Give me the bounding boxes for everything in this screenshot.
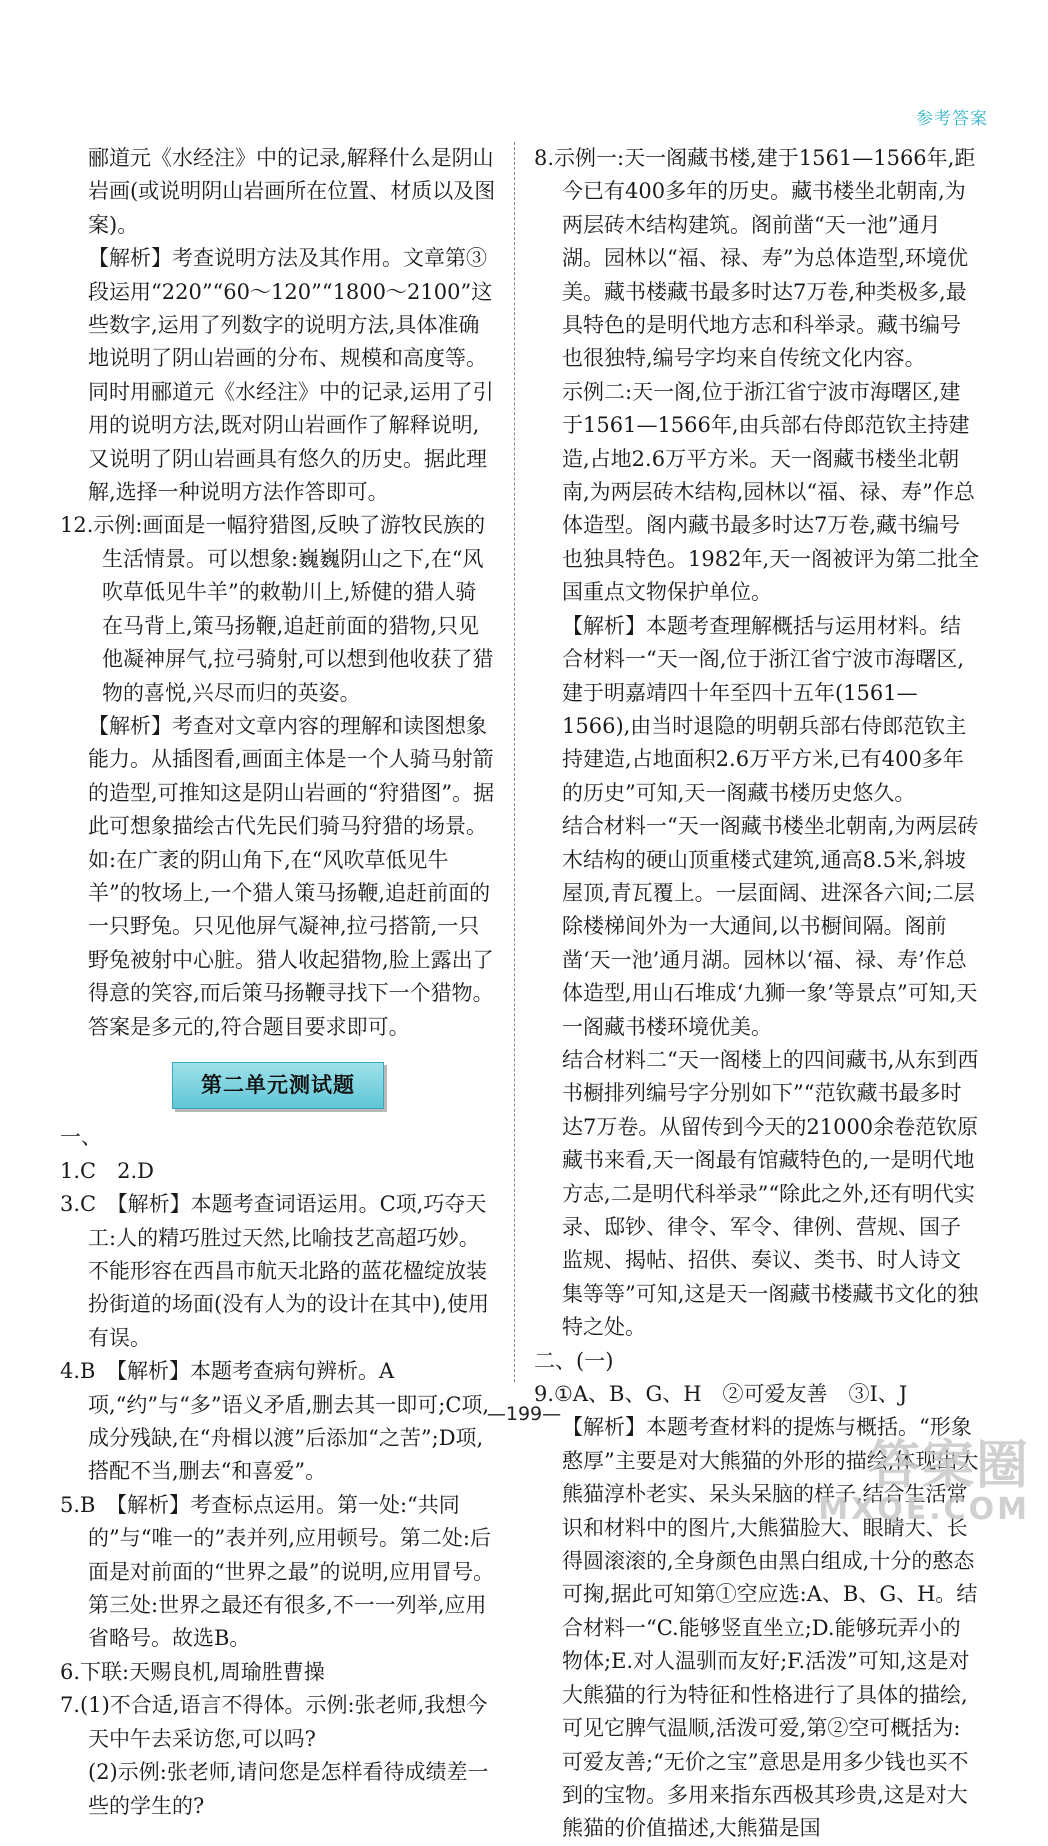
watermark-logo: 答案圈 — [867, 1436, 1030, 1496]
section-1-heading: 一、 — [60, 1125, 102, 1150]
left-column — [60, 142, 496, 1823]
answer-12: 12.示例:画面是一幅狩猎图,反映了游牧民族的生活情景。可以想象:巍巍阴山之下,在“风吹草低见牛羊”的敕勒川上,矫健的猎人骑在马背上,策马扬鞭,追赶前面的猎物,只见他凝神屏气,拉弓骑射,可以想到他收获了猎物的喜悦,兴尽而归的英姿。 — [60, 513, 494, 705]
page-number: —199— — [486, 1403, 562, 1425]
section-banner: 第二单元测试题 — [172, 1062, 384, 1109]
watermark-url: MXQE.COM — [818, 1492, 1030, 1527]
answer-1-2: 1.C 2.D — [60, 1158, 154, 1183]
section-banner-wrap — [60, 1062, 496, 1109]
answer-8-analysis-1: 【解析】本题考查理解概括与运用材料。结合材料一“天一阁,位于浙江省宁波市海曙区,建于明嘉靖四十年至四十五年(1561—1566),由当时退隐的明朝兵部右侍郎范钦主持建造,占地面积2.6万平方米,已有400多年的历史”可知,天一阁藏书楼历史悠久。 — [562, 613, 967, 805]
answer-8-example-1: 8.示例一:天一阁藏书楼,建于1561—1566年,距今已有400多年的历史。藏书楼坐北朝南,为两层砖木结构建筑。阁前凿“天一池”通月湖。园林以“福、禄、寿”为总体造型,环境优美。藏书楼藏书最多时达7万卷,种类极多,最具特色的是明代地方志和科举录。藏书编号也很独特,编号字均来自传统文化内容。 — [534, 146, 976, 371]
answer-7-part-1: 7.(1)不合适,语言不得体。示例:张老师,我想今天中午去采访您,可以吗? — [60, 1693, 488, 1751]
answer-8-example-2: 示例二:天一阁,位于浙江省宁波市海曙区,建于1561—1566年,由兵部右侍郎范钦主持建造,占地2.6万平方米。天一阁藏书楼坐北朝南,为两层砖木结构,园林以“福、禄、寿”作总体造型。阁内藏书最多时达7万卷,藏书编号也独具特色。1982年,天一阁被评为第二批全国重点文物保护单位。 — [562, 379, 980, 605]
answer-11-continued: 郦道元《水经注》中的记录,解释什么是阴山岩画(或说明阴山岩画所在位置、材质以及图案)。 — [88, 146, 496, 237]
answer-6: 6.下联:天赐良机,周瑜胜曹操 — [60, 1659, 325, 1684]
answer-9-analysis: 【解析】本题考查材料的提炼与概括。“形象憨厚”主要是对大熊猫的外形的描绘,体现出大熊猫淳朴老实、呆头呆脑的样子,结合生活常识和材料中的图片,大熊猫脸大、眼睛大、长得圆滚滚的,全身颜色由黑白组成,十分的憨态可掬,据此可知第①空应选:A、B、G、H。结合材料一“C.能够竖直坐立;D.能够玩弄小的物体;E.对人温驯而友好;F.活泼”可知,这是对大熊猫的行为特征和性格进行了具体的描绘,可见它脾气温顺,活泼可爱,第②空可概括为:可爱友善;“无价之宝”意思是用多少钱也买不到的宝物。多用来指东西极其珍贵,这是对大熊猫的价值描述,大熊猫是国 — [562, 1415, 979, 1841]
answer-11-analysis: 【解析】考查说明方法及其作用。文章第③段运用“220”“60～120”“1800～2100”这些数字,运用了列数字的说明方法,具体准确地说明了阴山岩画的分布、规模和高度等。同时用郦道元《水经注》中的记录,运用了引用的说明方法,既对阴山岩画作了解释说明,又说明了阴山岩画具有悠久的历史。据此理解,选择一种说明方法作答即可。 — [88, 246, 494, 505]
answer-12-analysis: 【解析】考查对文章内容的理解和读图想象能力。从插图看,画面主体是一个人骑马射箭的造型,可推知这是阴山岩画的“狩猎图”。据此可想象描绘古代先民们骑马狩猎的场景。如:在广袤的阴山角下,在“风吹草低见牛羊”的牧场上,一个猎人策马扬鞭,追赶前面的一只野兔。只见他屏气凝神,拉弓搭箭,一只野兔被射中心脏。猎人收起猎物,脸上露出了得意的笑容,而后策马扬鞭寻找下一个猎物。答案是多元的,符合题目要求即可。 — [88, 713, 495, 1039]
answer-8-analysis-3: 结合材料二“天一阁楼上的四间藏书,从东到西书橱排列编号字分别如下”“范钦藏书最多时达7万卷。从留传到今天的21000余卷范钦原藏书来看,天一阁最有馆藏特色的,一是明代地方志,二是明代科举录”“除此之外,还有明代实录、邸钞、律令、军令、律例、营规、国子监规、揭帖、招供、奏议、类书、时人诗文集等等”可知,这是天一阁藏书楼藏书文化的独特之处。 — [562, 1047, 979, 1340]
answer-9: 9.①A、B、G、H ②可爱友善 ③I、J — [534, 1382, 908, 1407]
section-2-heading: 二、(一) — [534, 1348, 614, 1373]
answer-7-part-2: (2)示例:张老师,请问您是怎样看待成绩差一些的学生的? — [88, 1760, 489, 1818]
answer-5: 5.B 【解析】考查标点运用。第一处:“共同的”与“唯一的”表并列,应用顿号。第二处:后面是对前面的“世界之最”的说明,应用冒号。第三处:世界之最还有很多,不一一列举,应用省略号。故选B。 — [60, 1492, 495, 1651]
answer-4: 4.B 【解析】本题考查病句辨析。A项,“约”与“多”语义矛盾,删去其一即可;C项,成分残缺,在“舟楫以渡”后添加“之苦”;D项,搭配不当,删去“和喜爱”。 — [60, 1359, 490, 1484]
answer-3: 3.C 【解析】本题考查词语运用。C项,巧夺天工:人的精巧胜过天然,比喻技艺高超巧妙。不能形容在西昌市航天北路的蓝花楹绽放装扮街道的场面(没有人为的设计在其中),使用有误。 — [60, 1192, 490, 1350]
column-divider — [514, 142, 515, 1382]
page-header-label: 参考答案 — [916, 109, 988, 129]
right-column — [534, 142, 980, 1846]
answer-8-analysis-2: 结合材料一“天一阁藏书楼坐北朝南,为两层砖木结构的硬山顶重楼式建筑,通高8.5米,斜坡屋顶,青瓦覆上。一层面阔、进深各六间;二层除楼梯间外为一大通间,以书橱间隔。阁前凿‘天一池’通月湖。园林以‘福、禄、寿’作总体造型,用山石堆成‘九狮一象’等景点”可知,天一阁藏书楼环境优美。 — [562, 814, 979, 1039]
watermark — [818, 1438, 1030, 1526]
